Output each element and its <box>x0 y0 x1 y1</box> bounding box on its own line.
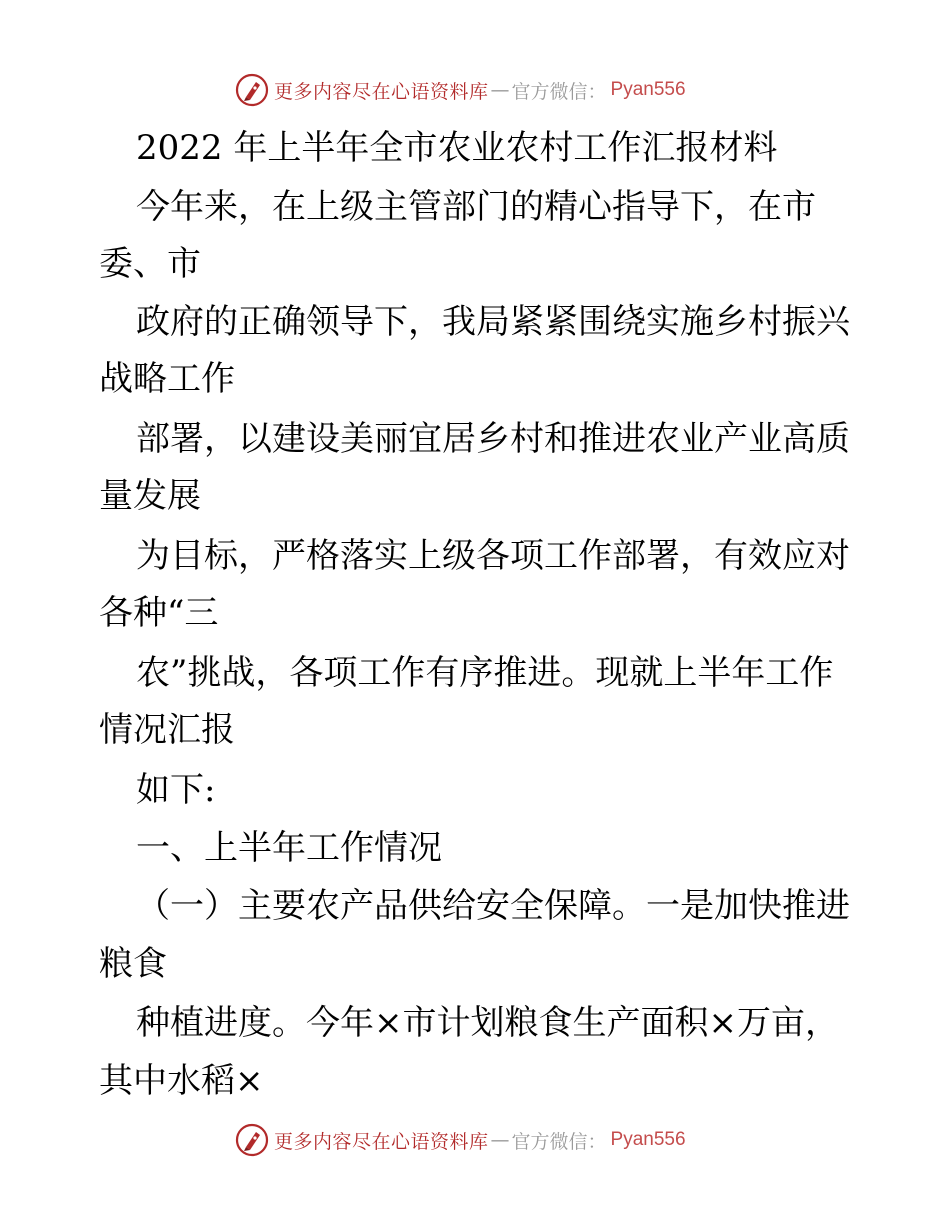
paragraph-line: 委、市 <box>99 244 201 284</box>
paragraph-line: 各种“三 <box>99 593 219 633</box>
paragraph-line: （一）主要农产品供给安全保障。一是加快推进 <box>136 886 850 926</box>
watermark-banner-bottom <box>234 1120 686 1160</box>
watermark-site-text: 更多内容尽在心语资料库 <box>274 1130 489 1153</box>
paragraph-line: 量发展 <box>99 476 201 516</box>
paragraph-line: 农”挑战，各项工作有序推进。现就上半年工作 <box>136 653 834 693</box>
paragraph-line: 战略工作 <box>99 359 235 399</box>
watermark-label: 官方微信： <box>511 80 607 103</box>
watermark-dash: — <box>490 1129 510 1151</box>
paragraph-line: 部署，以建设美丽宜居乡村和推进农业产业高质 <box>136 419 850 459</box>
paragraph-line: 如下: <box>136 770 216 810</box>
watermark-handle: Pyan556 <box>610 1129 686 1150</box>
paragraph-line: 为目标，严格落实上级各项工作部署，有效应对 <box>136 536 850 576</box>
watermark-label: 官方微信： <box>511 1130 607 1153</box>
paragraph-line: 情况汇报 <box>99 710 235 750</box>
watermark-dash: — <box>490 79 510 101</box>
watermark-site-text: 更多内容尽在心语资料库 <box>274 80 489 103</box>
pen-nib-icon <box>234 72 270 108</box>
document-title: 2022 年上半年全市农业农村工作汇报材料 <box>136 128 778 168</box>
watermark-handle: Pyan556 <box>610 79 686 100</box>
paragraph-line: 今年来，在上级主管部门的精心指导下，在市 <box>136 187 816 227</box>
watermark-banner-top <box>234 70 686 110</box>
paragraph-line: 政府的正确领导下，我局紧紧围绕实施乡村振兴 <box>136 302 850 342</box>
section-heading: 一、上半年工作情况 <box>136 828 442 868</box>
paragraph-line: 种植进度。今年×市计划粮食生产面积×万亩， <box>136 1003 839 1043</box>
paragraph-line: 粮食 <box>99 944 167 984</box>
paragraph-line: 其中水稻× <box>99 1061 264 1101</box>
pen-nib-icon <box>234 1122 270 1158</box>
